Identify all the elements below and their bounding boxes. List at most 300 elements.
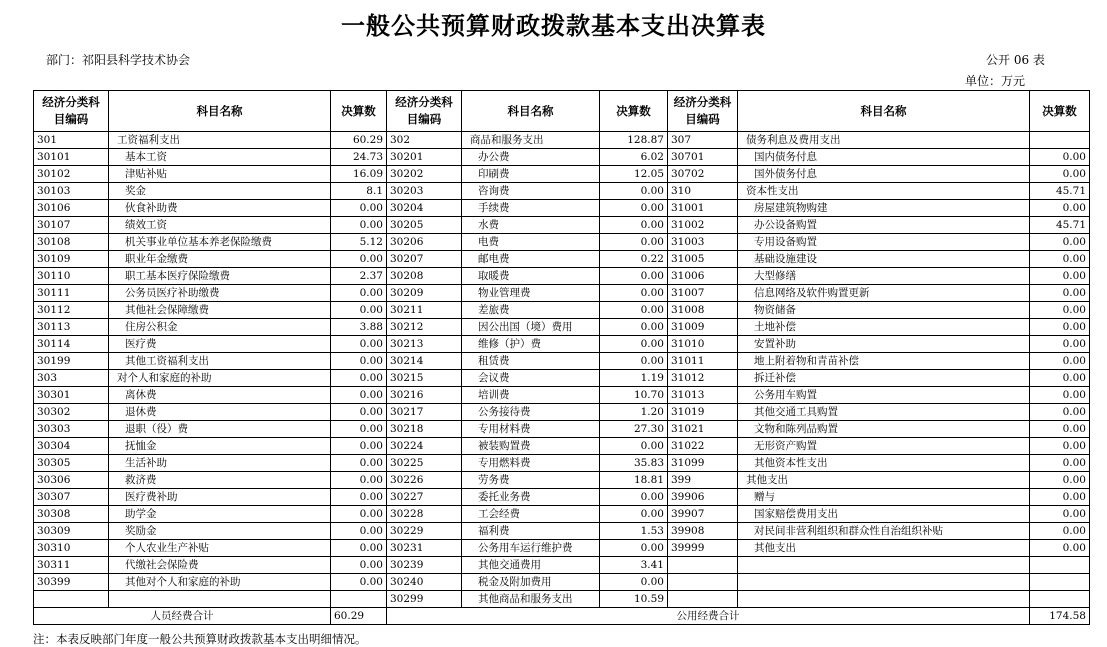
amount-cell: 0.00	[331, 302, 387, 319]
code-cell: 31022	[668, 438, 738, 455]
amount-cell	[1030, 557, 1090, 574]
code-cell: 31099	[668, 455, 738, 472]
code-cell: 31003	[668, 234, 738, 251]
name-cell: 办公费	[462, 149, 600, 166]
table-row	[34, 421, 1090, 438]
header-amount-2: 决算数	[600, 91, 668, 132]
amount-cell: 0.00	[331, 404, 387, 421]
name-cell: 公务接待费	[462, 404, 600, 421]
table-row	[34, 268, 1090, 285]
code-cell: 30215	[387, 370, 462, 387]
code-cell: 302	[387, 132, 462, 149]
header-name-2: 科目名称	[462, 91, 600, 132]
name-cell: 地上附着物和青苗补偿	[738, 353, 1030, 370]
amount-cell: 0.00	[1030, 200, 1090, 217]
amount-cell: 0.00	[331, 336, 387, 353]
code-cell: 30299	[387, 591, 462, 608]
name-cell: 债务利息及费用支出	[738, 132, 1030, 149]
name-cell: 土地补偿	[738, 319, 1030, 336]
name-cell: 安置补助	[738, 336, 1030, 353]
amount-cell: 5.12	[331, 234, 387, 251]
amount-cell: 45.71	[1030, 183, 1090, 200]
code-cell: 31002	[668, 217, 738, 234]
amount-cell: 0.00	[600, 489, 668, 506]
table-row	[34, 370, 1090, 387]
code-cell: 30109	[34, 251, 109, 268]
code-cell: 30307	[34, 489, 109, 506]
code-cell: 30702	[668, 166, 738, 183]
code-cell: 30207	[387, 251, 462, 268]
amount-cell: 0.00	[600, 438, 668, 455]
code-cell: 30217	[387, 404, 462, 421]
code-cell	[668, 574, 738, 591]
name-cell: 租赁费	[462, 353, 600, 370]
code-cell: 30201	[387, 149, 462, 166]
name-cell: 公务用车购置	[738, 387, 1030, 404]
code-cell: 31019	[668, 404, 738, 421]
name-cell: 取暖费	[462, 268, 600, 285]
name-cell: 物资储备	[738, 302, 1030, 319]
name-cell: 国内债务付息	[738, 149, 1030, 166]
name-cell: 税金及附加费用	[462, 574, 600, 591]
code-cell: 30701	[668, 149, 738, 166]
name-cell: 其他资本性支出	[738, 455, 1030, 472]
code-cell: 30214	[387, 353, 462, 370]
name-cell: 退休费	[109, 404, 331, 421]
name-cell: 公务员医疗补助缴费	[109, 285, 331, 302]
amount-cell: 1.20	[600, 404, 668, 421]
amount-cell: 35.83	[600, 455, 668, 472]
table-row	[34, 438, 1090, 455]
amount-cell: 0.00	[331, 523, 387, 540]
amount-cell: 24.73	[331, 149, 387, 166]
table-row	[34, 506, 1090, 523]
code-cell: 30218	[387, 421, 462, 438]
code-cell: 31013	[668, 387, 738, 404]
name-cell: 绩效工资	[109, 217, 331, 234]
amount-cell: 0.00	[600, 353, 668, 370]
amount-cell: 0.00	[331, 421, 387, 438]
code-cell: 30114	[34, 336, 109, 353]
name-cell: 奖金	[109, 183, 331, 200]
code-cell: 30112	[34, 302, 109, 319]
code-cell: 30113	[34, 319, 109, 336]
amount-cell: 0.00	[600, 268, 668, 285]
name-cell: 生活补助	[109, 455, 331, 472]
name-cell: 津贴补贴	[109, 166, 331, 183]
name-cell: 工会经费	[462, 506, 600, 523]
table-row	[34, 387, 1090, 404]
amount-cell: 0.00	[600, 285, 668, 302]
amount-cell: 12.05	[600, 166, 668, 183]
code-cell: 307	[668, 132, 738, 149]
amount-cell: 0.00	[1030, 302, 1090, 319]
amount-cell: 0.00	[600, 183, 668, 200]
amount-cell: 60.29	[331, 132, 387, 149]
header-name-3: 科目名称	[738, 91, 1030, 132]
amount-cell: 0.00	[1030, 472, 1090, 489]
amount-cell: 0.00	[331, 455, 387, 472]
name-cell: 咨询费	[462, 183, 600, 200]
name-cell: 其他社会保障缴费	[109, 302, 331, 319]
name-cell: 物业管理费	[462, 285, 600, 302]
name-cell: 伙食补助费	[109, 200, 331, 217]
code-cell: 30202	[387, 166, 462, 183]
name-cell: 医疗费	[109, 336, 331, 353]
amount-cell: 0.00	[1030, 387, 1090, 404]
name-cell: 职业年金缴费	[109, 251, 331, 268]
code-cell: 31021	[668, 421, 738, 438]
public-total-value: 174.58	[1030, 608, 1090, 625]
amount-cell: 0.00	[331, 438, 387, 455]
name-cell: 助学金	[109, 506, 331, 523]
expenditure-table	[33, 90, 1090, 625]
amount-cell: 3.41	[600, 557, 668, 574]
name-cell: 职工基本医疗保险缴费	[109, 268, 331, 285]
amount-cell: 8.1	[331, 183, 387, 200]
code-cell: 30211	[387, 302, 462, 319]
code-cell: 30107	[34, 217, 109, 234]
table-header-row	[34, 91, 1090, 132]
unit-label: 单位：万元	[965, 74, 1026, 88]
table-row	[34, 251, 1090, 268]
name-cell: 对民间非营利组织和群众性自治组织补贴	[738, 523, 1030, 540]
code-cell: 30229	[387, 523, 462, 540]
code-cell: 39999	[668, 540, 738, 557]
name-cell: 医疗费补助	[109, 489, 331, 506]
amount-cell: 45.71	[1030, 217, 1090, 234]
amount-cell: 0.00	[331, 472, 387, 489]
name-cell: 其他工资福利支出	[109, 353, 331, 370]
code-cell: 30206	[387, 234, 462, 251]
table-row	[34, 489, 1090, 506]
amount-cell: 0.00	[1030, 438, 1090, 455]
amount-cell: 0.00	[331, 557, 387, 574]
name-cell: 手续费	[462, 200, 600, 217]
code-cell: 399	[668, 472, 738, 489]
code-cell: 30306	[34, 472, 109, 489]
amount-cell: 0.00	[1030, 285, 1090, 302]
amount-cell: 0.00	[331, 353, 387, 370]
code-cell: 30231	[387, 540, 462, 557]
amount-cell: 0.00	[600, 336, 668, 353]
amount-cell: 0.00	[1030, 489, 1090, 506]
amount-cell: 0.00	[331, 506, 387, 523]
amount-cell: 0.00	[1030, 251, 1090, 268]
code-cell: 30228	[387, 506, 462, 523]
name-cell: 机关事业单位基本养老保险缴费	[109, 234, 331, 251]
code-cell: 30311	[34, 557, 109, 574]
amount-cell: 0.00	[1030, 455, 1090, 472]
code-cell: 301	[34, 132, 109, 149]
amount-cell: 128.87	[600, 132, 668, 149]
amount-cell: 10.70	[600, 387, 668, 404]
amount-cell	[1030, 591, 1090, 608]
code-cell: 30304	[34, 438, 109, 455]
name-cell	[738, 591, 1030, 608]
name-cell: 基础设施建设	[738, 251, 1030, 268]
amount-cell: 0.00	[600, 574, 668, 591]
name-cell: 赠与	[738, 489, 1030, 506]
amount-cell: 0.00	[1030, 149, 1090, 166]
footnote: 注：本表反映部门年度一般公共预算财政拨款基本支出明细情况。	[33, 632, 367, 646]
code-cell: 30302	[34, 404, 109, 421]
name-cell: 培训费	[462, 387, 600, 404]
name-cell: 住房公积金	[109, 319, 331, 336]
name-cell: 其他对个人和家庭的补助	[109, 574, 331, 591]
name-cell: 国家赔偿费用支出	[738, 506, 1030, 523]
name-cell: 差旅费	[462, 302, 600, 319]
amount-cell: 2.37	[331, 268, 387, 285]
amount-cell: 3.88	[331, 319, 387, 336]
name-cell	[109, 591, 331, 608]
amount-cell: 18.81	[600, 472, 668, 489]
name-cell: 个人农业生产补贴	[109, 540, 331, 557]
table-row	[34, 591, 1090, 608]
code-cell: 30225	[387, 455, 462, 472]
code-cell: 30205	[387, 217, 462, 234]
header-code-1: 经济分类科目编码	[34, 91, 109, 132]
totals-row	[34, 608, 1090, 625]
name-cell: 其他支出	[738, 540, 1030, 557]
amount-cell: 0.00	[1030, 506, 1090, 523]
code-cell: 30212	[387, 319, 462, 336]
code-cell: 30227	[387, 489, 462, 506]
amount-cell: 0.22	[600, 251, 668, 268]
name-cell: 工资福利支出	[109, 132, 331, 149]
amount-cell: 0.00	[600, 217, 668, 234]
code-cell: 39906	[668, 489, 738, 506]
name-cell: 国外债务付息	[738, 166, 1030, 183]
code-cell: 31005	[668, 251, 738, 268]
table-tag: 公开 06 表	[986, 53, 1045, 67]
table-row	[34, 285, 1090, 302]
code-cell	[668, 591, 738, 608]
code-cell: 30199	[34, 353, 109, 370]
name-cell: 印刷费	[462, 166, 600, 183]
table-row	[34, 132, 1090, 149]
name-cell: 专用燃料费	[462, 455, 600, 472]
amount-cell: 1.19	[600, 370, 668, 387]
name-cell: 商品和服务支出	[462, 132, 600, 149]
amount-cell: 0.00	[1030, 523, 1090, 540]
table-row	[34, 455, 1090, 472]
amount-cell: 27.30	[600, 421, 668, 438]
code-cell: 31009	[668, 319, 738, 336]
amount-cell: 0.00	[600, 319, 668, 336]
personnel-total-value: 60.29	[331, 608, 387, 625]
table-row	[34, 523, 1090, 540]
table-row	[34, 302, 1090, 319]
amount-cell: 0.00	[600, 506, 668, 523]
code-cell: 30309	[34, 523, 109, 540]
code-cell: 30213	[387, 336, 462, 353]
name-cell: 其他交通工具购置	[738, 404, 1030, 421]
code-cell: 30208	[387, 268, 462, 285]
name-cell: 文物和陈列品购置	[738, 421, 1030, 438]
code-cell: 31012	[668, 370, 738, 387]
table-row	[34, 404, 1090, 421]
amount-cell: 0.00	[600, 234, 668, 251]
code-cell	[34, 591, 109, 608]
header-amount-3: 决算数	[1030, 91, 1090, 132]
name-cell: 委托业务费	[462, 489, 600, 506]
code-cell: 31006	[668, 268, 738, 285]
amount-cell: 0.00	[331, 387, 387, 404]
code-cell: 39907	[668, 506, 738, 523]
amount-cell: 0.00	[600, 200, 668, 217]
code-cell: 303	[34, 370, 109, 387]
amount-cell: 16.09	[331, 166, 387, 183]
table-row	[34, 574, 1090, 591]
name-cell: 专用设备购置	[738, 234, 1030, 251]
name-cell: 离休费	[109, 387, 331, 404]
table-row	[34, 472, 1090, 489]
name-cell: 水费	[462, 217, 600, 234]
personnel-total-label: 人员经费合计	[34, 608, 331, 625]
amount-cell: 0.00	[331, 217, 387, 234]
header-code-2: 经济分类科目编码	[387, 91, 462, 132]
code-cell: 30110	[34, 268, 109, 285]
name-cell	[738, 574, 1030, 591]
amount-cell: 0.00	[331, 574, 387, 591]
amount-cell: 0.00	[1030, 319, 1090, 336]
name-cell: 奖励金	[109, 523, 331, 540]
amount-cell	[1030, 132, 1090, 149]
code-cell: 30203	[387, 183, 462, 200]
name-cell: 劳务费	[462, 472, 600, 489]
name-cell: 对个人和家庭的补助	[109, 370, 331, 387]
code-cell: 30226	[387, 472, 462, 489]
code-cell: 30102	[34, 166, 109, 183]
table-row	[34, 557, 1090, 574]
name-cell: 其他交通费用	[462, 557, 600, 574]
code-cell: 30308	[34, 506, 109, 523]
name-cell: 救济费	[109, 472, 331, 489]
header-name-1: 科目名称	[109, 91, 331, 132]
table-row	[34, 183, 1090, 200]
table-row	[34, 217, 1090, 234]
code-cell: 30305	[34, 455, 109, 472]
name-cell: 被装购置费	[462, 438, 600, 455]
name-cell: 办公设备购置	[738, 217, 1030, 234]
code-cell: 31010	[668, 336, 738, 353]
amount-cell: 10.59	[600, 591, 668, 608]
code-cell: 30108	[34, 234, 109, 251]
name-cell: 公务用车运行维护费	[462, 540, 600, 557]
amount-cell: 0.00	[1030, 404, 1090, 421]
amount-cell: 0.00	[1030, 166, 1090, 183]
code-cell: 30239	[387, 557, 462, 574]
name-cell: 抚恤金	[109, 438, 331, 455]
code-cell: 30106	[34, 200, 109, 217]
amount-cell	[331, 591, 387, 608]
name-cell: 退职（役）费	[109, 421, 331, 438]
table-row	[34, 149, 1090, 166]
amount-cell: 6.02	[600, 149, 668, 166]
amount-cell: 0.00	[600, 302, 668, 319]
name-cell: 因公出国（境）费用	[462, 319, 600, 336]
table-row	[34, 200, 1090, 217]
amount-cell: 0.00	[1030, 370, 1090, 387]
code-cell: 30111	[34, 285, 109, 302]
amount-cell: 0.00	[1030, 421, 1090, 438]
code-cell: 30204	[387, 200, 462, 217]
code-cell: 31008	[668, 302, 738, 319]
code-cell: 310	[668, 183, 738, 200]
name-cell: 其他支出	[738, 472, 1030, 489]
table-row	[34, 336, 1090, 353]
code-cell: 30209	[387, 285, 462, 302]
amount-cell: 0.00	[331, 200, 387, 217]
amount-cell: 0.00	[1030, 353, 1090, 370]
code-cell: 30101	[34, 149, 109, 166]
amount-cell: 0.00	[331, 251, 387, 268]
header-amount-1: 决算数	[331, 91, 387, 132]
amount-cell: 0.00	[331, 489, 387, 506]
name-cell: 专用材料费	[462, 421, 600, 438]
name-cell: 会议费	[462, 370, 600, 387]
code-cell: 30240	[387, 574, 462, 591]
report-title: 一般公共预算财政拨款基本支出决算表	[341, 11, 766, 40]
amount-cell: 0.00	[1030, 234, 1090, 251]
code-cell: 30310	[34, 540, 109, 557]
name-cell: 无形资产购置	[738, 438, 1030, 455]
amount-cell: 0.00	[331, 370, 387, 387]
amount-cell: 0.00	[331, 540, 387, 557]
code-cell: 30399	[34, 574, 109, 591]
name-cell: 其他商品和服务支出	[462, 591, 600, 608]
name-cell: 邮电费	[462, 251, 600, 268]
code-cell: 30301	[34, 387, 109, 404]
amount-cell	[1030, 574, 1090, 591]
code-cell: 31011	[668, 353, 738, 370]
table-row	[34, 540, 1090, 557]
name-cell: 福利费	[462, 523, 600, 540]
code-cell: 31001	[668, 200, 738, 217]
table-row	[34, 319, 1090, 336]
name-cell: 维修（护）费	[462, 336, 600, 353]
amount-cell: 0.00	[1030, 268, 1090, 285]
name-cell: 信息网络及软件购置更新	[738, 285, 1030, 302]
table-row	[34, 234, 1090, 251]
amount-cell: 1.53	[600, 523, 668, 540]
code-cell: 30303	[34, 421, 109, 438]
public-total-label: 公用经费合计	[387, 608, 1030, 625]
code-cell: 30224	[387, 438, 462, 455]
code-cell: 30216	[387, 387, 462, 404]
table-row	[34, 353, 1090, 370]
code-cell: 31007	[668, 285, 738, 302]
name-cell: 房屋建筑物购建	[738, 200, 1030, 217]
name-cell: 拆迁补偿	[738, 370, 1030, 387]
name-cell: 电费	[462, 234, 600, 251]
amount-cell: 0.00	[331, 285, 387, 302]
name-cell: 代缴社会保险费	[109, 557, 331, 574]
department-label: 部门：祁阳县科学技术协会	[46, 53, 191, 67]
amount-cell: 0.00	[1030, 540, 1090, 557]
name-cell: 基本工资	[109, 149, 331, 166]
code-cell	[668, 557, 738, 574]
code-cell: 39908	[668, 523, 738, 540]
amount-cell: 0.00	[600, 540, 668, 557]
name-cell	[738, 557, 1030, 574]
header-code-3: 经济分类科目编码	[668, 91, 738, 132]
name-cell: 大型修缮	[738, 268, 1030, 285]
amount-cell: 0.00	[1030, 336, 1090, 353]
code-cell: 30103	[34, 183, 109, 200]
table-row	[34, 166, 1090, 183]
